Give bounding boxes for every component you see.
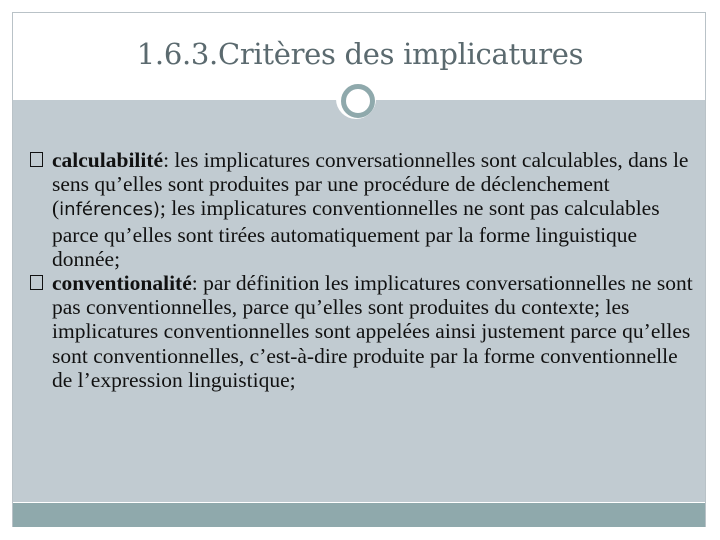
bullet-box-icon <box>30 275 43 290</box>
list-item-conventionalite <box>30 271 700 392</box>
footer-bar <box>13 503 705 527</box>
slide-body <box>30 148 700 392</box>
item-text: : par définition les implicatures conversationnelles ne sont pas conventionnelles, parce qu’elles sont produites du contexte; les implicatures conventionnelles sont appelées ainsi justement parce qu’elles sont conventionnelles, c’est-à-dire produite par la forme conventionnelle de l’expression linguistique; <box>52 271 693 392</box>
circle-ring-icon <box>341 84 375 118</box>
slide-title: 1.6.3.Critères des implicatures <box>136 37 584 71</box>
item-text-sans: inférences) <box>59 199 160 221</box>
term: conventionalité <box>52 271 192 296</box>
bullet-box-icon <box>30 152 43 167</box>
item-text: : les implicatures conversationnelles sont calculables, dans le sens qu’elles sont produites par une procédure de déclenchement ( <box>52 148 689 221</box>
list-item-calculabilite <box>30 148 700 271</box>
item-text: ; les implicatures conventionnelles ne sont pas calculables parce qu’elles sont tirées automatiquement par la forme linguistique donnée; <box>52 196 660 271</box>
term: calculabilité <box>52 148 164 172</box>
